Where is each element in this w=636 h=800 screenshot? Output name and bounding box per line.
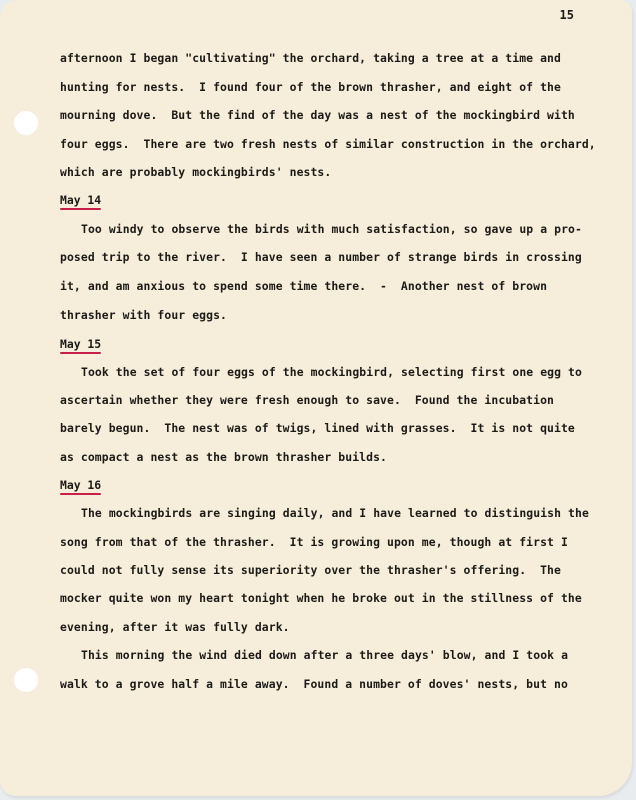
text-line: This morning the wind died down after a three days' blow, and I took a bbox=[81, 648, 569, 662]
text-line: hunting for nests. I found four of the brown thrasher, and eight of the bbox=[60, 80, 561, 94]
text-line: four eggs. There are two fresh nests of similar construction in the orchard, bbox=[60, 137, 596, 151]
binder-hole-top bbox=[14, 111, 38, 135]
text-line: The mockingbirds are singing daily, and I have learned to distinguish the bbox=[81, 506, 589, 520]
text-line: Took the set of four eggs of the mockingbird, selecting first one egg to bbox=[81, 365, 582, 379]
text-line: mocker quite won my heart tonight when he broke out in the stillness of the bbox=[60, 591, 582, 605]
text-line: evening, after it was fully dark. bbox=[60, 620, 290, 634]
date-heading-may-16: May 16 bbox=[60, 478, 102, 492]
text-line: thrasher with four eggs. bbox=[60, 308, 227, 322]
text-line: afternoon I began "cultivating" the orchard, taking a tree at a time and bbox=[60, 51, 561, 65]
page-number: 15 bbox=[559, 8, 574, 22]
text-line: could not fully sense its superiority over the thrasher's offering. The bbox=[60, 563, 561, 577]
text-line: ascertain whether they were fresh enough to save. Found the incubation bbox=[60, 393, 554, 407]
date-heading-may-14: May 14 bbox=[60, 193, 102, 207]
date-heading-may-15: May 15 bbox=[60, 337, 102, 351]
text-line: Too windy to observe the birds with much satisfaction, so gave up a pro- bbox=[81, 222, 582, 236]
text-line: song from that of the thrasher. It is growing upon me, though at first I bbox=[60, 535, 568, 549]
text-line: posed trip to the river. I have seen a number of strange birds in crossing bbox=[60, 250, 582, 264]
binder-hole-bottom bbox=[14, 668, 38, 692]
text-line: mourning dove. But the find of the day was a nest of the mockingbird with bbox=[60, 108, 575, 122]
text-line: barely begun. The nest was of twigs, lined with grasses. It is not quite bbox=[60, 421, 575, 435]
text-line: walk to a grove half a mile away. Found a number of doves' nests, but no bbox=[60, 677, 568, 691]
text-line: which are probably mockingbirds' nests. bbox=[60, 165, 332, 179]
text-line: as compact a nest as the brown thrasher builds. bbox=[60, 450, 388, 464]
text-line: it, and am anxious to spend some time there. - Another nest of brown bbox=[60, 279, 548, 293]
